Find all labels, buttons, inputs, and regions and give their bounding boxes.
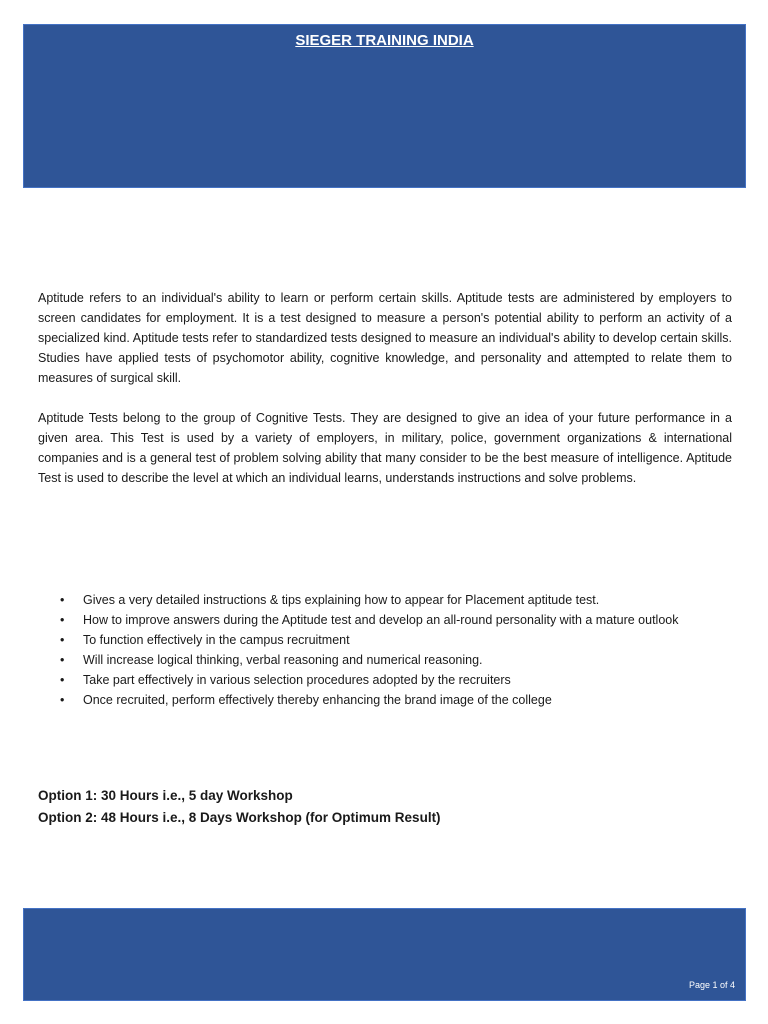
list-item: • Take part effectively in various selection procedures adopted by the recruiters: [38, 670, 732, 690]
benefits-list: [38, 590, 732, 710]
header-band: [23, 24, 746, 188]
list-item: • Once recruited, perform effectively thereby enhancing the brand image of the college: [38, 690, 732, 710]
page-number: Page 1 of 4: [688, 980, 735, 990]
intro-paragraph-1: Aptitude refers to an individual's ability to learn or perform certain skills. Aptitude tests are administered by employers to screen candidates for employment. It is a test designed to measure a person's potential ability to perform an activity of a specialized kind. Aptitude tests refer to standardized tests designed to measure an individual's ability to develop certain skills. Studies have applied tests of psychomotor ability, cognitive knowledge, and personality and attempted to relate them to measures of surgical skill.: [38, 291, 732, 385]
list-item: • How to improve answers during the Aptitude test and develop an all-round personality with a mature outlook: [38, 610, 732, 630]
list-item: • To function effectively in the campus recruitment: [38, 630, 732, 650]
footer-band: [23, 908, 746, 1001]
option-1: Option 1: 30 Hours i.e., 5 day Workshop: [38, 788, 293, 803]
list-item: • Will increase logical thinking, verbal reasoning and numerical reasoning.: [38, 650, 732, 670]
list-item: • Gives a very detailed instructions & tips explaining how to appear for Placement aptitude test.: [38, 590, 732, 610]
option-2: Option 2: 48 Hours i.e., 8 Days Workshop (for Optimum Result): [38, 810, 441, 825]
page-title: SIEGER TRAINING INDIA: [295, 32, 474, 49]
intro-paragraph-2: Aptitude Tests belong to the group of Cognitive Tests. They are designed to give an idea of your future performance in a given area. This Test is used by a variety of employers, in military, police, government organizations & international companies and is a general test of problem solving ability that many consider to be the best measure of intelligence. Aptitude Test is used to describe the level at which an individual learns, understands instructions and solve problems.: [38, 411, 732, 485]
